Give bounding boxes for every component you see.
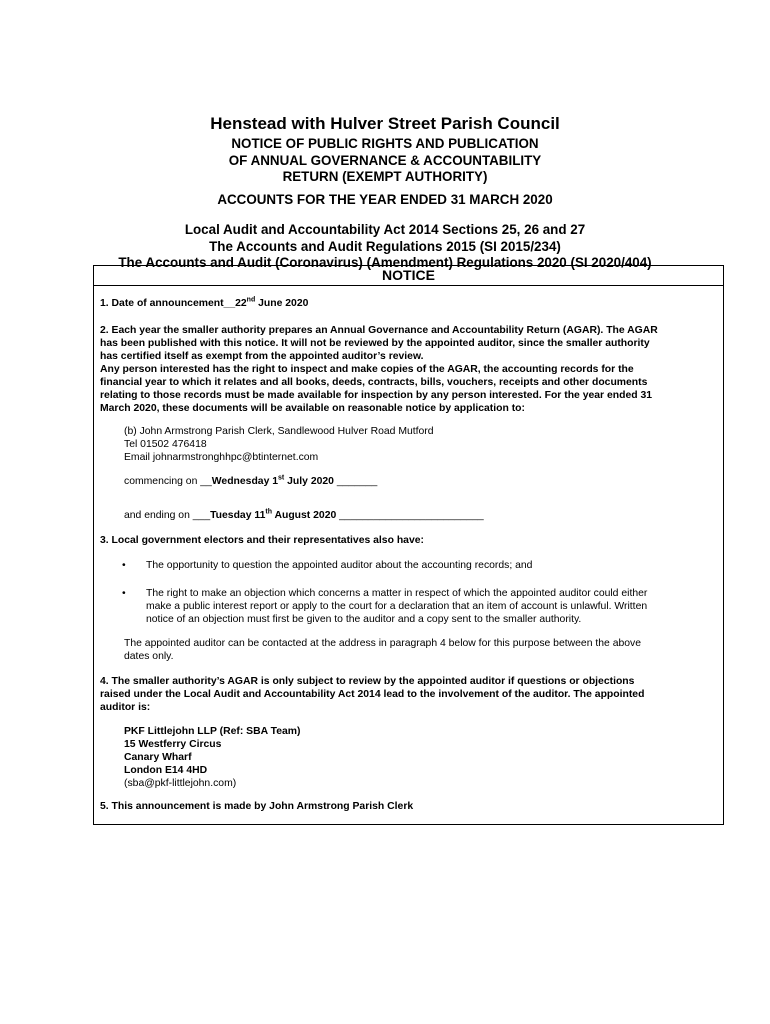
- notice-box: [93, 265, 724, 825]
- bullet-objection: [146, 587, 719, 626]
- announcement-date-month: June 2020: [255, 298, 309, 309]
- address-line: Canary Wharf: [124, 752, 192, 763]
- bullet-icon: •: [122, 560, 126, 571]
- commencing-month: July 2020: [284, 476, 334, 487]
- legislation-line: The Accounts and Audit (Coronavirus) (Amendment) Regulations 2020 (SI 2020/404): [118, 255, 652, 270]
- address-line: London E14 4HD: [124, 765, 208, 776]
- auditor-email-line: (sba@pkf-littlejohn.com): [124, 778, 237, 789]
- ordinal-suffix: nd: [246, 296, 256, 304]
- clerk-contact: [124, 425, 719, 464]
- subtitle-line: RETURN (EXEMPT AUTHORITY): [282, 169, 488, 184]
- paragraph-line: 2. Each year the smaller authority prepares an Annual Governance and Accountability Return (AGAR). The AGAR: [100, 325, 658, 336]
- announcement-date-text: 1. Date of announcement__22: [100, 298, 247, 309]
- ending-date: [124, 509, 719, 522]
- council-title: Henstead with Hulver Street Parish Council: [210, 114, 560, 133]
- paragraph-line: financial year to which it relates and all books, deeds, contracts, bills, vouchers, receipts and other documents: [100, 377, 648, 388]
- paragraph-line: dates only.: [124, 651, 174, 662]
- address-line: PKF Littlejohn LLP (Ref: SBA Team): [124, 726, 301, 737]
- bullet-line: make a public interest report or apply to the court for a declaration that an item of account is unlawful. Written: [146, 601, 648, 612]
- commencing-date: [124, 475, 719, 488]
- electors-rights-heading: 3. Local government electors and their representatives also have:: [100, 535, 424, 546]
- commencing-value: Wednesday 1: [211, 476, 279, 487]
- paragraph-line: March 2020, these documents will be available on reasonable notice by application to:: [100, 403, 525, 414]
- notice-subtitle: [0, 136, 770, 186]
- paragraph-line: auditor is:: [100, 702, 151, 713]
- subtitle-line: OF ANNUAL GOVERNANCE & ACCOUNTABILITY: [228, 152, 542, 168]
- bullet-line: The right to make an objection which concerns a matter in respect of which the appointed auditor could either: [146, 588, 648, 599]
- bullet-line: notice of an objection must first be given to the auditor and a copy sent to the smaller authority.: [146, 614, 582, 625]
- announcement-date: [100, 297, 719, 310]
- ordinal-suffix: th: [265, 508, 272, 516]
- paragraph-line: The appointed auditor can be contacted at the address in paragraph 4 below for this purpose between the above: [124, 638, 642, 649]
- clerk-email: Email johnarmstronghhpc@btinternet.com: [124, 452, 319, 463]
- paragraph-line: raised under the Local Audit and Accountability Act 2014 lead to the involvement of the auditor. The appointed: [100, 689, 645, 700]
- ordinal-suffix: st: [278, 474, 285, 482]
- ending-label: and ending on ___: [124, 510, 211, 521]
- commencing-label: commencing on __: [124, 476, 212, 487]
- ending-value: Tuesday 11: [210, 510, 266, 521]
- accounts-year-line: ACCOUNTS FOR THE YEAR ENDED 31 MARCH 2020: [217, 192, 553, 207]
- announcement-by: 5. This announcement is made by John Armstrong Parish Clerk: [100, 801, 414, 812]
- clerk-telephone: Tel 01502 476418: [124, 439, 207, 450]
- auditor-email-link[interactable]: sba@pkf-littlejohn.com: [127, 778, 233, 789]
- legislation-line: The Accounts and Audit Regulations 2015 (SI 2015/234): [209, 238, 561, 254]
- address-line: 15 Westferry Circus: [124, 739, 222, 750]
- paragraph-line: has certified itself as exempt from the appointed auditor’s review.: [100, 351, 424, 362]
- auditor-review-paragraph: [100, 675, 719, 714]
- paragraph-line: Any person interested has the right to inspect and make copies of the AGAR, the accounting records for the: [100, 364, 634, 375]
- paragraph-line: 4. The smaller authority’s AGAR is only subject to review by the appointed auditor if questions or objections: [100, 676, 635, 687]
- paragraph-line: relating to those records must be made available for inspection by any person interested. For the year ended 31: [100, 390, 653, 401]
- legislation-line: Local Audit and Accountability Act 2014 Sections 25, 26 and 27: [184, 222, 586, 237]
- auditor-address: [124, 725, 719, 790]
- blank-line: _______: [333, 476, 378, 487]
- bullet-icon: •: [122, 588, 126, 599]
- ending-month: August 2020: [271, 510, 337, 521]
- subtitle-line: NOTICE OF PUBLIC RIGHTS AND PUBLICATION: [231, 136, 539, 151]
- notice-heading: NOTICE: [94, 266, 723, 286]
- paragraph-line: has been published with this notice. It will not be reviewed by the appointed auditor, since the smaller authority: [100, 338, 650, 349]
- clerk-name-address: (b) John Armstrong Parish Clerk, Sandlewood Hulver Road Mutford: [124, 426, 434, 437]
- inspection-paragraph: [100, 324, 719, 415]
- auditor-contact-note: [124, 637, 719, 663]
- blank-line: _________________________: [336, 510, 484, 521]
- bullet-question-auditor: The opportunity to question the appointed auditor about the accounting records; and: [146, 560, 533, 571]
